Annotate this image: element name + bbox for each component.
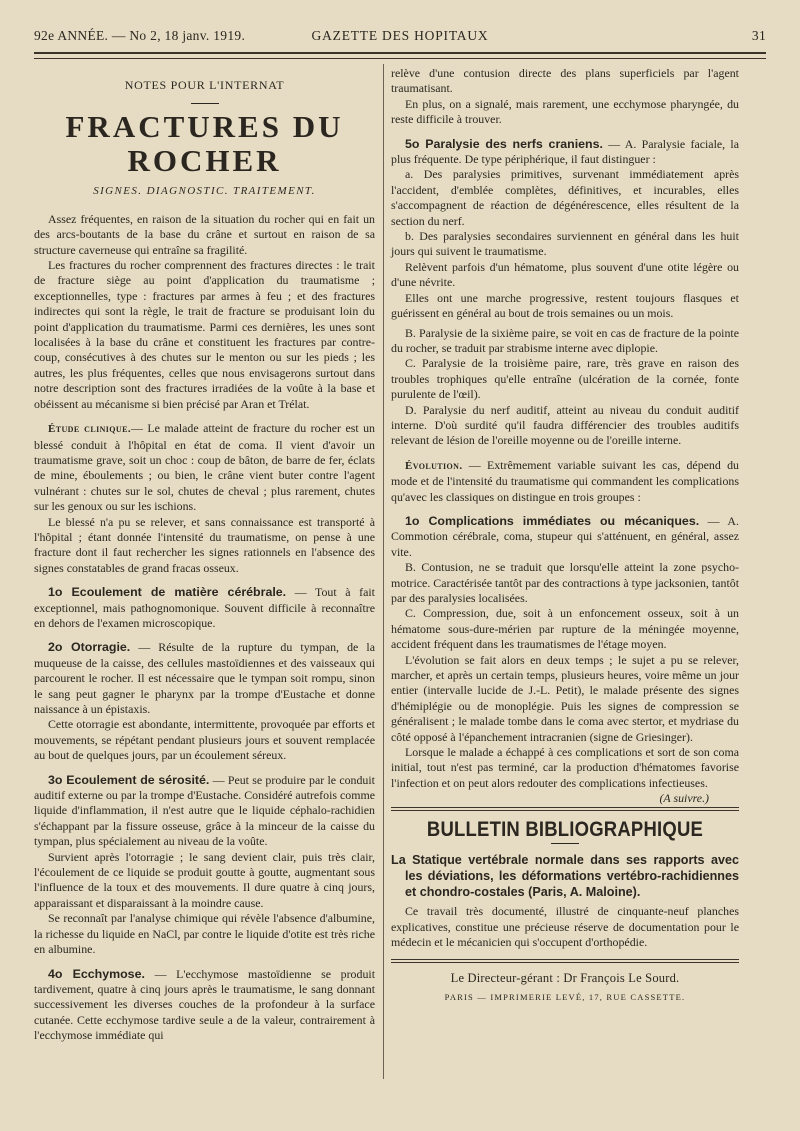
sign-3: 3o Ecoulement de sérosité. — Peut se produire par le conduit auditif externe ou par la trompe d'Eustache. Considéré autrefois comme liquide d'inflammation, il n'est autre que le liquide céphalo-rachidien s'échappant par la fissure osseuse, grâce à la minceur de la caisse du tympan, plus spécialement au niveau de la voûte. <box>34 772 375 849</box>
header-rule <box>34 52 766 59</box>
intro-paragraph-2: Les fractures du rocher comprennent des fractures directes : le trait de fracture siège au point d'application du traumatisme ; exceptionnelles, type : fractures par armes à feu ; et des fractures indirectes qui sont la règle, le trait de fracture se produisant loin du point d'application du traumatisme. Parmi ces dernières, les unes sont localisées à la base du crâne et constituent les fractures par contre-coup, consécutives à des chutes sur le menton ou sur les pieds ; les autres, les plus fréquentes, celles que nous envisagerons surtout dans notre description sont des fractures irradiées de la voûte à la base et obéissent au mécanisme si bien précisé par Aran et Trélat. <box>34 258 375 411</box>
sign-3-paragraph-2: Survient après l'otorragie ; le sang devient clair, puis très clair, l'écoulement de ce liquide se produit goutte à goutte, augmentant sous l'influence de la toux et des mouvements. Il dure quatre à cinq jours, apparaissant et disparaissant à la moindre cause. <box>34 849 375 910</box>
journal-name: GAZETTE DES HOPITAUX <box>311 28 489 43</box>
sign-5-a: a. Des paralysies primitives, survenant immédiatement après l'accident, d'emblée complètes, définitives, et incurables, elles s'accompagnent de réaction de dégénérescence, elles résultent de la section du nerf. <box>391 167 739 228</box>
sign-5: 5o Paralysie des nerfs craniens. — A. Paralysie faciale, la plus fréquente. De type périphérique, il faut distinguer : <box>391 136 739 167</box>
sign-1: 1o Ecoulement de matière cérébrale. — Tout à fait exceptionnel, mais pathognomonique. Souvent difficile à reconnaître en dehors de l'examen microscopique. <box>34 585 375 630</box>
complication-1-heading: 1o Complications immédiates ou mécaniques. <box>405 513 700 528</box>
complication-1-B: B. Contusion, ne se traduit que lorsqu'elle atteint la zone psycho-motrice. Caractérisée tantôt par des contractions à type jacksonien, tantôt par des paralysies localisées. <box>391 560 739 605</box>
sign-5-b: b. Des paralysies secondaires surviennent en général dans les huit jours qui suivent le traumatisme. <box>391 229 739 259</box>
sign-2-paragraph-2: Cette otorragie est abondante, intermittente, provoquée par efforts et mouvements, se répétant pendant plusieurs jours et souvent remplacée au bout de quelques jours, par un écoulement séreux. <box>34 717 375 763</box>
complication-1-C: C. Compression, due, soit à un enfoncement osseux, soit à un hématome sous-dure-mérien par rupture de la méningée moyenne, accident fréquent dans les traumatismes de l'étage moyen. <box>391 606 739 652</box>
sign-5-D: D. Paralysie du nerf auditif, atteint au niveau du conduit auditif interne. D'où surdité qu'il faudra différencier des troubles auditifs relevant de lésion de l'oreille moyenne ou de l'oreille interne. <box>391 402 739 448</box>
clinical-study-label: Étude clinique. <box>48 423 131 436</box>
sign-3-heading: 3o Ecoulement de sérosité. <box>48 772 210 787</box>
running-header <box>34 28 766 48</box>
bulletin-title: BULLETIN BIBLIOGRAPHIQUE <box>426 816 704 841</box>
continuation-paragraph-2: En plus, on a signalé, mais rarement, une ecchymose pharyngée, du reste difficile à trouver. <box>391 96 739 127</box>
footer-rule <box>391 959 739 963</box>
article-title: FRACTURES DU ROCHER <box>65 109 344 179</box>
sign-5-C: C. Paralysie de la troisième paire, rare, très grave en raison des troubles trophiques qu'elle entraîne (ulcération de la cornée, fonte purulente de l'œil). <box>391 356 739 402</box>
book-review: Ce travail très documenté, illustré de cinquante-neuf planches explicatives, constitue une précieuse réserve de documentation pour le médecin et le mécanicien qui s'occupent d'orthopédie. <box>391 904 739 949</box>
book-title: La Statique vertébrale normale dans ses rapports avec les déviations, les déformations vertébro-rachidiennes et chondro-costales (Paris, A. Maloine). <box>391 853 739 900</box>
page-number: 31 <box>751 28 766 43</box>
intro-paragraph-1: Assez fréquentes, en raison de la situation du rocher qui en fait un des arcs-boutants de la base du crâne et surtout en raison de sa structure caverneuse qui entraîne sa fragilité. <box>34 211 375 257</box>
complication-1-paragraph-3: Lorsque le malade a échappé à ces complications et sort de son coma initial, tout n'est pas terminé, car la production d'hématomes favorise l'infection et on peut alors redouter des complications infectieuses. (A suivre.) <box>391 745 739 806</box>
continuation-paragraph: relève d'une contusion directe des plans superficiels par l'agent traumatisant. <box>391 66 739 96</box>
to-be-continued: (A suivre.) <box>659 791 709 806</box>
column-divider <box>383 64 384 1079</box>
evolution-label: Évolution. <box>405 459 463 472</box>
clinical-study-paragraph-2: Le blessé n'a pu se relever, et sans connaissance est transporté à l'hôpital ; étant donnée l'intensité du traumatisme, on pense à une fracture dont il faut rechercher les signes rationnels en l'absence des signes constatables de grand fracas osseux. <box>34 514 375 575</box>
sign-5-b2: Relèvent parfois d'un hématome, plus souvent d'une otite légère ou d'une névrite. <box>391 259 739 290</box>
sign-3-paragraph-3: Se reconnaît par l'analyse chimique qui révèle l'absence d'albumine, la richesse du liquide en NaCl, par contre le liquide d'otite est très riche en albumine. <box>34 911 375 957</box>
sign-2: 2o Otorragie. — Résulte de la rupture du tympan, de la muqueuse de la caisse, des cellules mastoïdiennes et des vaisseaux qui parcourent le rocher. Il est nécessaire que le tympan soit rompu, sinon le sang peut gagner le pharynx par la trompe d'Eustache et donne naissance à un épistaxis. <box>34 640 375 716</box>
bulletin-short-rule <box>551 843 579 844</box>
printer-line: PARIS — IMPRIMERIE LEVÉ, 17, RUE CASSETTE. <box>444 991 686 1002</box>
issue-info: 92e ANNÉE. — No 2, 18 janv. 1919. <box>34 28 246 43</box>
director-line: Le Directeur-gérant : Dr François Le Sourd. <box>450 971 680 986</box>
section-kicker: NOTES POUR L'INTERNAT <box>124 78 285 92</box>
sign-4-heading: 4o Ecchymose. <box>48 966 145 981</box>
sign-1-heading: 1o Ecoulement de matière cérébrale. <box>48 585 287 600</box>
complication-1: 1o Complications immédiates ou mécaniques. — A. Commotion cérébrale, coma, stupeur qui s'atténuent, en général, assez vite. <box>391 513 739 559</box>
sign-4: 4o Ecchymose. — L'ecchymose mastoïdienne se produit tardivement, quatre à cinq jours après le traumatisme, le sang donnant successivement les diverses couches de la profondeur à la surface cutanée. Cette ecchymose tardive seule a de la valeur, contrairement à l'ecchymose immédiate qui <box>34 966 375 1043</box>
bulletin-rule <box>391 807 739 811</box>
complication-1-paragraph-2: L'évolution se fait alors en deux temps ; le sujet a pu se relever, marcher, et après un certain temps, plusieurs heures, voire même un jour entier (intervalle lucide de J.-L. Petit), le malade présente des signes d'hémiplégie ou de monoplégie. Puis les signes de compression se généralisent ; le malade tombe dans le coma avec stertor, et mydriase du côté opposé à l'épanchement intracranien (signe de Griesinger). <box>391 652 739 744</box>
evolution-paragraph: Évolution. — Extrêmement variable suivant les cas, dépend du mode et de l'intensité du traumatisme qui commandent les complications qu'avec les classiques on distingue en trois groupes : <box>391 457 739 504</box>
sign-2-heading: 2o Otorragie. <box>48 640 131 655</box>
sign-5-heading: 5o Paralysie des nerfs craniens. <box>405 136 603 151</box>
clinical-study-paragraph: Étude clinique.— Le malade atteint de fracture du rocher est un blessé conduit à l'hôpital en état de coma. Il vient d'avoir un traumatisme grave, soit un choc : coup de bâton, de barre de fer, éclats de mine, éboulements ; ou bien, le crâne vient buter contre l'agent vulnérant : chutes sur le sol, chutes de cheval ; plus rarement, chutes sur les genoux ou sur les ischions. <box>34 421 375 514</box>
left-column <box>34 66 375 1044</box>
sign-5-b3: Elles ont une marche progressive, restent toujours flasques et guérissent en général au bout de trois semaines ou un mois. <box>391 290 739 321</box>
right-column <box>391 66 739 1005</box>
article-subtitle: SIGNES. DIAGNOSTIC. TRAITEMENT. <box>93 185 316 198</box>
kicker-rule <box>191 103 219 104</box>
sign-5-B: B. Paralysie de la sixième paire, se voit en cas de fracture de la pointe du rocher, se traduit par strabisme interne avec diplopie. <box>391 325 739 355</box>
